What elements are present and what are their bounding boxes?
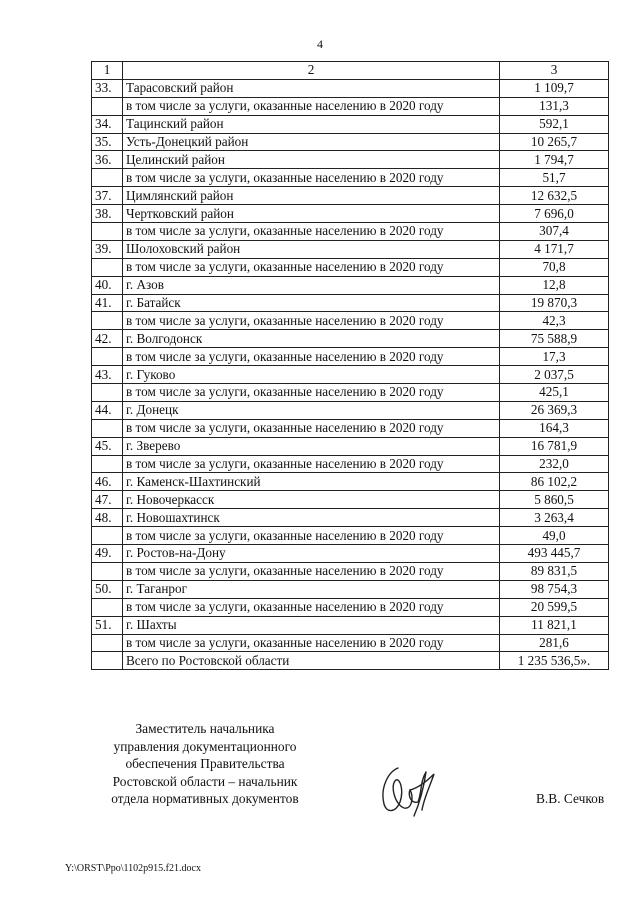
signature-title-line: Заместитель начальника (135, 721, 275, 736)
table-row (92, 187, 609, 205)
row-name: г. Новочеркасск (123, 491, 500, 509)
table-row (92, 115, 609, 133)
row-number: 48. (92, 509, 123, 527)
table-row (92, 348, 609, 366)
row-value: 592,1 (500, 115, 609, 133)
row-name: г. Гуково (123, 366, 500, 384)
signature-title-line: обеспечения Правительства (125, 756, 285, 772)
row-number: 40. (92, 276, 123, 294)
row-number (92, 169, 123, 187)
table-row (92, 258, 609, 276)
row-number: 49. (92, 545, 123, 563)
row-number: 47. (92, 491, 123, 509)
row-value: 12,8 (500, 276, 609, 294)
row-value: 70,8 (500, 258, 609, 276)
header-col-2: 2 (123, 62, 500, 80)
table-row (92, 634, 609, 652)
row-value: 17,3 (500, 348, 609, 366)
table-row (92, 151, 609, 169)
row-name: Чертковский район (123, 205, 500, 223)
row-value: 19 870,3 (500, 294, 609, 312)
signature-block (90, 720, 320, 808)
row-number: 37. (92, 187, 123, 205)
row-value: 164,3 (500, 419, 609, 437)
signer-name: В.В. Сечков (536, 791, 605, 806)
header-col-3: 3 (500, 62, 609, 80)
row-value: 493 445,7 (500, 545, 609, 563)
row-name: в том числе за услуги, оказанные населению в 2020 году (123, 562, 500, 580)
table-row (92, 652, 609, 670)
row-value: 51,7 (500, 169, 609, 187)
row-number: 33. (92, 79, 123, 97)
row-value: 26 369,3 (500, 401, 609, 419)
row-value: 1 235 536,5». (500, 652, 609, 670)
row-value: 10 265,7 (500, 133, 609, 151)
row-name: г. Волгодонск (123, 330, 500, 348)
row-name: г. Каменск-Шахтинский (123, 473, 500, 491)
row-number: 46. (92, 473, 123, 491)
row-number (92, 97, 123, 115)
row-number (92, 527, 123, 545)
row-name: в том числе за услуги, оказанные населению в 2020 году (123, 258, 500, 276)
row-name: г. Новошахтинск (123, 509, 500, 527)
table-row (92, 240, 609, 258)
row-name: в том числе за услуги, оказанные населению в 2020 году (123, 384, 500, 402)
row-number: 36. (92, 151, 123, 169)
row-value: 86 102,2 (500, 473, 609, 491)
table-row (92, 223, 609, 241)
table-row (92, 205, 609, 223)
table-row (92, 330, 609, 348)
table-row (92, 79, 609, 97)
header-col-1: 1 (92, 62, 123, 80)
row-value: 89 831,5 (500, 562, 609, 580)
table-row (92, 294, 609, 312)
table-row (92, 169, 609, 187)
row-number: 34. (92, 115, 123, 133)
row-value: 425,1 (500, 384, 609, 402)
row-number (92, 384, 123, 402)
table-row (92, 437, 609, 455)
row-number: 35. (92, 133, 123, 151)
row-number: 42. (92, 330, 123, 348)
row-number (92, 258, 123, 276)
table-row (92, 312, 609, 330)
table-row (92, 598, 609, 616)
row-value: 5 860,5 (500, 491, 609, 509)
table-header-row (92, 62, 609, 80)
row-number (92, 562, 123, 580)
row-number: 50. (92, 580, 123, 598)
row-name: г. Таганрог (123, 580, 500, 598)
signature-title-line: управления документационного (113, 738, 297, 754)
row-name: г. Донецк (123, 401, 500, 419)
file-path: Y:\ORST\Ppo\1102p915.f21.docx (65, 863, 201, 874)
row-number: 45. (92, 437, 123, 455)
budget-table (91, 61, 609, 670)
row-name: Целинский район (123, 151, 500, 169)
row-number: 38. (92, 205, 123, 223)
row-value: 4 171,7 (500, 240, 609, 258)
row-value: 20 599,5 (500, 598, 609, 616)
row-number (92, 652, 123, 670)
row-number: 43. (92, 366, 123, 384)
table-row (92, 491, 609, 509)
table-row (92, 133, 609, 151)
handwritten-signature (370, 758, 450, 828)
row-value: 232,0 (500, 455, 609, 473)
row-name: в том числе за услуги, оказанные населению в 2020 году (123, 169, 500, 187)
signature-title-line: Ростовской области – начальник (112, 773, 298, 789)
table-row (92, 509, 609, 527)
row-name: в том числе за услуги, оказанные населению в 2020 году (123, 312, 500, 330)
table-row (92, 455, 609, 473)
row-name: г. Батайск (123, 294, 500, 312)
row-value: 2 037,5 (500, 366, 609, 384)
row-number (92, 312, 123, 330)
row-name: в том числе за услуги, оказанные населению в 2020 году (123, 527, 500, 545)
row-number (92, 455, 123, 473)
row-value: 1 109,7 (500, 79, 609, 97)
table-row (92, 545, 609, 563)
row-number (92, 634, 123, 652)
row-value: 1 794,7 (500, 151, 609, 169)
table-row (92, 366, 609, 384)
signature-title-line: отдела нормативных документов (111, 791, 299, 807)
row-number: 51. (92, 616, 123, 634)
row-number: 41. (92, 294, 123, 312)
row-value: 42,3 (500, 312, 609, 330)
table-row (92, 580, 609, 598)
row-name: Цимлянский район (123, 187, 500, 205)
row-name: Шолоховский район (123, 240, 500, 258)
row-value: 98 754,3 (500, 580, 609, 598)
row-name: в том числе за услуги, оказанные населению в 2020 году (123, 455, 500, 473)
table-row (92, 384, 609, 402)
table-row (92, 401, 609, 419)
table-row (92, 97, 609, 115)
row-value: 75 588,9 (500, 330, 609, 348)
row-name: в том числе за услуги, оказанные населению в 2020 году (123, 223, 500, 241)
page-number: 4 (317, 37, 323, 51)
row-value: 131,3 (500, 97, 609, 115)
row-value: 3 263,4 (500, 509, 609, 527)
row-value: 16 781,9 (500, 437, 609, 455)
row-value: 49,0 (500, 527, 609, 545)
row-name: г. Ростов-на-Дону (123, 545, 500, 563)
row-number (92, 598, 123, 616)
row-name: в том числе за услуги, оказанные населению в 2020 году (123, 634, 500, 652)
table-row (92, 527, 609, 545)
row-value: 11 821,1 (500, 616, 609, 634)
row-name: в том числе за услуги, оказанные населению в 2020 году (123, 348, 500, 366)
row-number: 44. (92, 401, 123, 419)
table-body (92, 62, 609, 670)
row-name: в том числе за услуги, оказанные населению в 2020 году (123, 598, 500, 616)
row-name: в том числе за услуги, оказанные населению в 2020 году (123, 97, 500, 115)
row-name: Тацинский район (123, 115, 500, 133)
table-row (92, 276, 609, 294)
row-value: 307,4 (500, 223, 609, 241)
row-name: в том числе за услуги, оказанные населению в 2020 году (123, 419, 500, 437)
row-name: Всего по Ростовской области (123, 652, 500, 670)
row-number (92, 348, 123, 366)
row-number (92, 419, 123, 437)
row-value: 12 632,5 (500, 187, 609, 205)
row-name: г. Шахты (123, 616, 500, 634)
table-row (92, 616, 609, 634)
row-name: Усть-Донецкий район (123, 133, 500, 151)
row-name: г. Зверево (123, 437, 500, 455)
row-number: 39. (92, 240, 123, 258)
table-row (92, 562, 609, 580)
row-value: 7 696,0 (500, 205, 609, 223)
table-row (92, 419, 609, 437)
row-value: 281,6 (500, 634, 609, 652)
row-name: г. Азов (123, 276, 500, 294)
row-name: Тарасовский район (123, 79, 500, 97)
table-row (92, 473, 609, 491)
row-number (92, 223, 123, 241)
